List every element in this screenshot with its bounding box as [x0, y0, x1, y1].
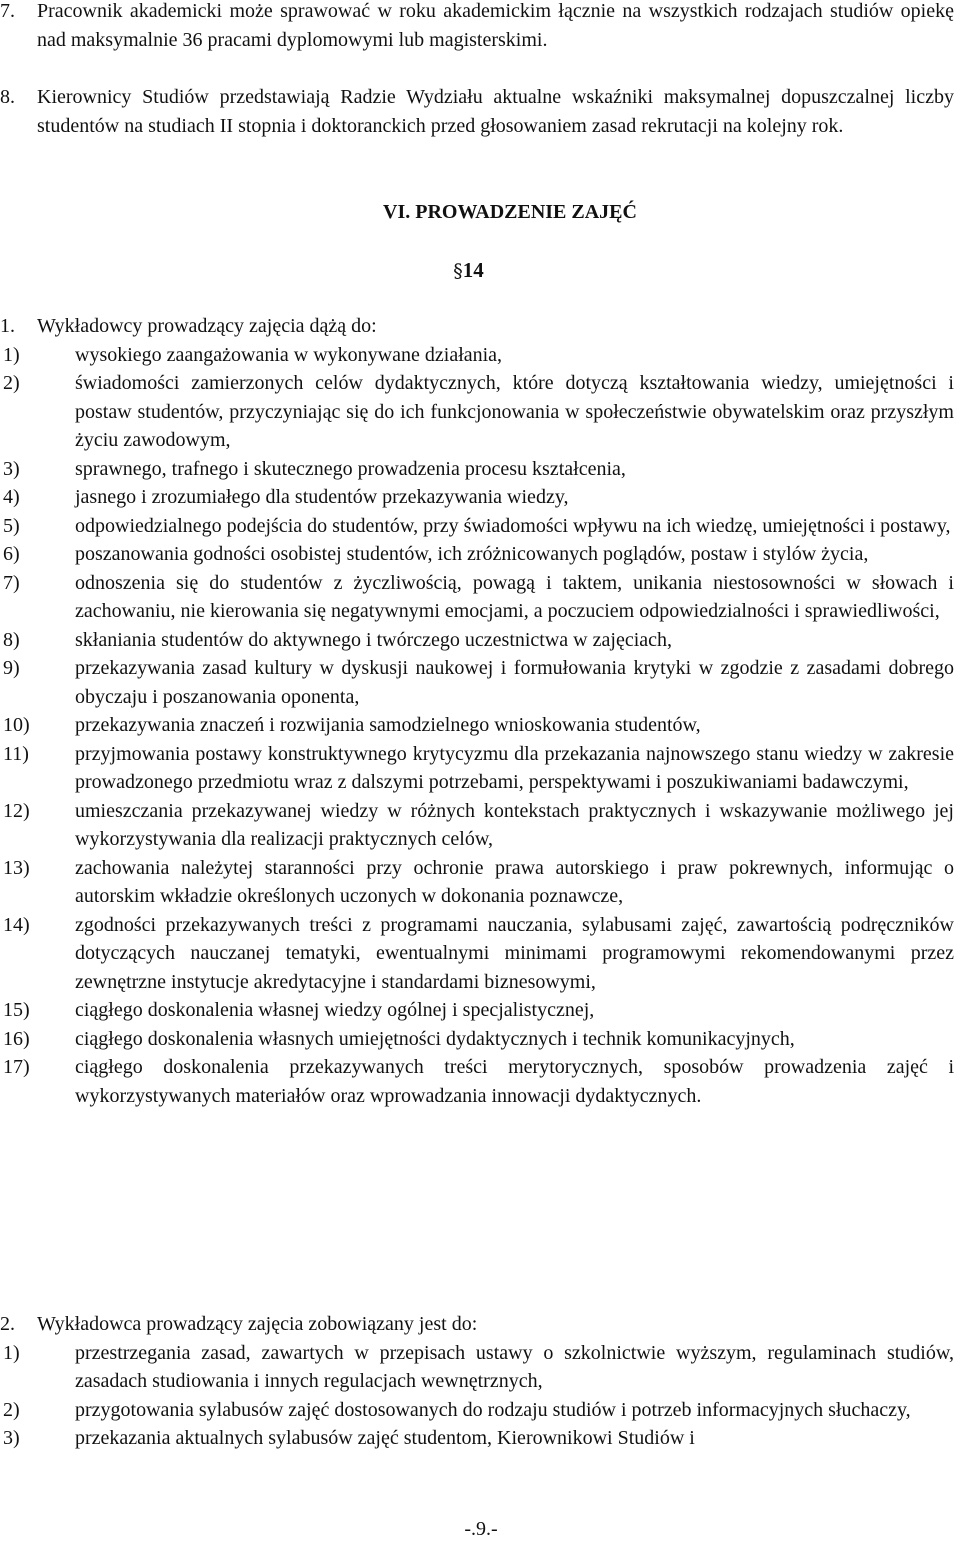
list-item: [3, 341, 954, 370]
list-item: [3, 854, 954, 911]
point-lead-text: Wykładowcy prowadzący zajęcia dążą do:: [37, 315, 377, 337]
item-number: 6): [3, 543, 20, 565]
point-2: [0, 1310, 954, 1453]
item-number: 11): [3, 742, 29, 765]
list-item: [3, 569, 954, 626]
list-item: [3, 1339, 954, 1396]
item-number: 10): [3, 714, 30, 736]
list-item: [3, 369, 954, 455]
item-number: 9): [3, 657, 20, 679]
item-number: 17): [3, 1056, 30, 1078]
point-number: 1.: [0, 315, 15, 337]
item-text: skłaniania studentów do aktywnego i twórczego uczestnictwa w zajęciach,: [75, 628, 673, 651]
list-item: [3, 654, 954, 711]
paragraph-number: 7.: [0, 0, 15, 22]
item-text: przygotowania sylabusów zajęć dostosowanych do rodzaju studiów i potrzeb informacyjnych słuchaczy,: [75, 1398, 911, 1421]
list-item: [3, 512, 954, 541]
section-sign: §: [453, 260, 463, 282]
item-number: 8): [3, 628, 20, 651]
item-text: przekazania aktualnych sylabusów zajęć studentom, Kierownikowi Studiów i: [75, 1427, 695, 1449]
list-item: [3, 711, 954, 740]
chapter-title: VI. PROWADZENIE ZAJĘĆ: [383, 201, 637, 223]
item-text: świadomości zamierzonych celów dydaktycznych, które dotyczą kształtowania wiedzy, umiejętności i postaw studentów, przyczyniając się do ich funkcjonowania w społeczeństwie obywatelskim oraz przyszłym życiu zawodowym,: [75, 372, 954, 451]
item-number: 3): [3, 457, 20, 480]
item-text: odnoszenia się do studentów z życzliwością, powagą i taktem, unikania niestosowności w słowach i zachowaniu, nie kierowania się negatywnymi emocjami, a poczuciem odpowiedzialności i sprawiedliwości,: [75, 571, 954, 622]
item-text: przekazywania znaczeń i rozwijania samodzielnego wnioskowania studentów,: [75, 714, 701, 736]
list-item: [3, 540, 954, 569]
page-number: -.9.-: [464, 1518, 498, 1540]
item-text: poszanowania godności osobistej studentów, ich zróżnicowanych poglądów, postaw i stylów życia,: [75, 543, 869, 565]
item-number: 2): [3, 372, 20, 394]
item-text: jasnego i zrozumiałego dla studentów przekazywania wiedzy,: [75, 486, 569, 508]
item-number: 14): [3, 913, 30, 936]
item-text: wysokiego zaangażowania w wykonywane działania,: [75, 343, 503, 366]
item-text: umieszczania przekazywanej wiedzy w różnych kontekstach praktycznych i wskazywanie możliwego jej wykorzystywania dla realizacji praktycznych celów,: [75, 799, 954, 850]
section-heading: [0, 256, 937, 286]
item-text: zgodności przekazywanych treści z programami nauczania, sylabusami zajęć, zawartością podręczników dotyczących nauczanej tematyki, ewentualnymi minimami programowymi rekomendowanymi przez zewnętrzne instytucje akredytacyjne i standardami biznesowymi,: [75, 913, 954, 993]
paragraph-number: 8.: [0, 86, 15, 108]
list-item: [3, 1053, 954, 1110]
list-item: [3, 1396, 954, 1425]
item-text: przyjmowania postawy konstruktywnego krytycyzmu dla przekazania najnowszego stanu wiedzy w zakresie prowadzonego przedmiotu wraz z dalszymi potrzebami, perspektywami i poszukiwaniami badawczymi,: [75, 742, 954, 793]
item-number: 5): [3, 514, 20, 537]
item-number: 16): [3, 1027, 30, 1050]
item-number: 4): [3, 486, 20, 508]
item-number: 1): [3, 343, 20, 366]
item-text: przestrzegania zasad, zawartych w przepisach ustawy o szkolnictwie wyższym, regulaminach studiów, zasadach studiowania i innych regulacjach wewnętrznych,: [75, 1341, 954, 1392]
item-number: 7): [3, 571, 20, 594]
list-item: [3, 740, 954, 797]
paragraph-8: [0, 83, 954, 140]
list-item: [3, 483, 954, 512]
list-item: [3, 911, 954, 997]
item-number: 13): [3, 856, 30, 879]
point-1-lead: [0, 312, 954, 341]
item-text: ciągłego doskonalenia własnych umiejętności dydaktycznych i technik komunikacyjnych,: [75, 1027, 795, 1050]
item-number: 15): [3, 999, 30, 1021]
point-2-lead: [0, 1310, 954, 1339]
point-1: [0, 312, 954, 1110]
paragraph-7: [0, 0, 954, 54]
item-number: 12): [3, 799, 30, 822]
item-text: sprawnego, trafnego i skutecznego prowadzenia procesu kształcenia,: [75, 457, 626, 480]
item-text: ciągłego doskonalenia własnej wiedzy ogólnej i specjalistycznej,: [75, 999, 595, 1021]
item-text: przekazywania zasad kultury w dyskusji naukowej i formułowania krytyki w zgodzie z zasadami dobrego obyczaju i poszanowania oponenta,: [75, 657, 954, 708]
point-lead-text: Wykładowca prowadzący zajęcia zobowiązany jest do:: [37, 1313, 478, 1335]
list-item: [3, 626, 954, 655]
paragraph-text: Kierownicy Studiów przedstawiają Radzie Wydziału aktualne wskaźniki maksymalnej dopuszczalnej liczby studentów na studiach II stopnia i doktoranckich przed głosowaniem zasad rekrutacji na kolejny rok.: [37, 86, 954, 137]
list-item: [3, 996, 954, 1025]
item-number: 3): [3, 1427, 20, 1449]
item-number: 1): [3, 1341, 20, 1364]
point-number: 2.: [0, 1313, 15, 1335]
section-number: 14: [462, 258, 484, 282]
item-text: ciągłego doskonalenia przekazywanych treści merytorycznych, sposobów prowadzenia zajęć i wykorzystywanych materiałów oraz wprowadzania innowacji dydaktycznych.: [75, 1056, 954, 1107]
item-number: 2): [3, 1398, 20, 1421]
item-text: zachowania należytej staranności przy ochronie prawa autorskiego i praw pokrewnych, informując o autorskim wkładzie określonych uczonych w dokonania poznawcze,: [75, 856, 954, 907]
list-item: [3, 455, 954, 484]
list-item: [3, 1424, 954, 1453]
list-item: [3, 797, 954, 854]
list-item: [3, 1025, 954, 1054]
paragraph-text: Pracownik akademicki może sprawować w roku akademickim łącznie na wszystkich rodzajach studiów opiekę nad maksymalnie 36 pracami dyplomowymi lub magisterskimi.: [37, 0, 954, 51]
item-text: odpowiedzialnego podejścia do studentów, przy świadomości wpływu na ich wiedzę, umiejętności i postawy,: [75, 514, 951, 537]
